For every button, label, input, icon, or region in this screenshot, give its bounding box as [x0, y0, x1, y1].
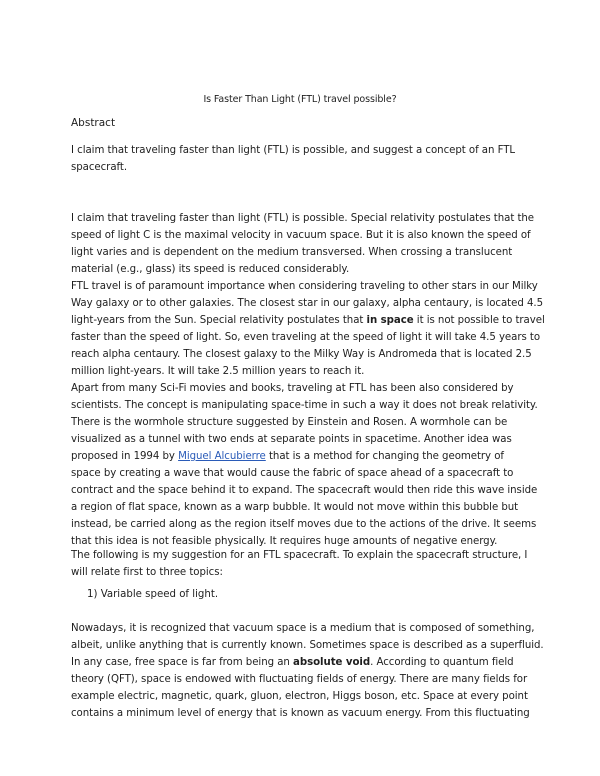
text-segment: In any case, free space is far from being an	[71, 657, 294, 668]
text-line: contains a minimum level of energy that is known as vacuum energy. From this fluctuating	[71, 708, 530, 719]
alcubierre-link[interactable]: Miguel Alcubierre	[178, 451, 266, 462]
text-line: instead, be carried along as the region itself moves due to the actions of the drive. It seems	[71, 519, 537, 530]
text-line: light varies and is dependent on the medium transversed. When crossing a translucent	[71, 247, 513, 258]
text-segment: it is not possible to travel	[413, 315, 545, 326]
text-segment: that is a method for changing the geometry of	[265, 451, 504, 462]
text-line: scientists. The concept is manipulating space-time in such a way it does not break relativity.	[71, 400, 538, 411]
document-title: Is Faster Than Light (FTL) travel possible?	[203, 94, 397, 105]
text-line: albeit, unlike anything that is currently known. Sometimes space is described as a superfluid.	[71, 640, 544, 651]
text-line: I claim that traveling faster than light (FTL) is possible. Special relativity postulates that the	[71, 213, 535, 224]
text-line: I claim that traveling faster than light (FTL) is possible, and suggest a concept of an FTL	[71, 145, 516, 156]
text-line: that this idea is not feasible physically. It requires huge amounts of negative energy.	[71, 536, 498, 547]
bold-phrase: in space	[366, 315, 414, 326]
text-line: Nowadays, it is recognized that vacuum space is a medium that is composed of something,	[71, 623, 535, 634]
paragraph-5	[71, 620, 544, 722]
text-line: Way galaxy or to other galaxies. The closest star in our galaxy, alpha centaury, is located 4.5	[71, 298, 543, 309]
text-line: visualized as a tunnel with two ends at separate points in spacetime. Another idea was	[71, 434, 512, 445]
text-line: a region of flat space, known as a warp bubble. It would not move within this bubble but	[71, 502, 519, 513]
text-line	[71, 654, 531, 671]
text-line: spacecraft.	[71, 162, 128, 173]
text-line	[71, 448, 531, 465]
text-line: There is the wormhole structure suggested by Einstein and Rosen. A wormhole can be	[71, 417, 508, 428]
abstract-heading: Abstract	[71, 117, 116, 129]
text-line: speed of light C is the maximal velocity in vacuum space. But it is also known the speed of	[71, 230, 531, 241]
paragraph-4	[71, 547, 531, 581]
text-line: theory (QFT), space is endowed with fluctuating fields of energy. There are many fields for	[71, 674, 528, 685]
bold-phrase: absolute void	[293, 657, 371, 668]
text-segment: proposed in 1994 by	[71, 451, 179, 462]
text-line: faster than the speed of light. So, even traveling at the speed of light it will take 4.5 years to	[71, 332, 541, 343]
paragraph-3	[71, 380, 538, 550]
text-line: contract and the space behind it to expand. The spacecraft would then ride this wave inside	[71, 485, 538, 496]
text-line: example electric, magnetic, quark, gluon, electron, Higgs boson, etc. Space at every point	[71, 691, 528, 702]
text-line: will relate first to three topics:	[71, 567, 223, 578]
text-segment: . According to quantum field	[370, 657, 514, 668]
text-segment: light-years from the Sun. Special relativity postulates that	[71, 315, 367, 326]
abstract-paragraph	[71, 142, 531, 176]
paragraph-1	[71, 210, 535, 278]
text-line: Apart from many Sci-Fi movies and books, traveling at FTL has been also considered by	[71, 383, 514, 394]
text-line: material (e.g., glass) its speed is reduced considerably.	[71, 264, 350, 275]
text-line: million light-years. It will take 2.5 million years to reach it.	[71, 366, 365, 377]
text-line: space by creating a wave that would cause the fabric of space ahead of a spacecraft to	[71, 468, 514, 479]
text-line	[71, 312, 545, 329]
numbered-list-item: 1) Variable speed of light.	[87, 589, 219, 600]
text-line: reach alpha centaury. The closest galaxy to the Milky Way is Andromeda that is located 2.5	[71, 349, 532, 360]
paragraph-2	[71, 278, 545, 380]
text-line: The following is my suggestion for an FTL spacecraft. To explain the spacecraft structure, I	[71, 550, 528, 561]
text-line: FTL travel is of paramount importance when considering traveling to other stars in our Milky	[71, 281, 538, 292]
